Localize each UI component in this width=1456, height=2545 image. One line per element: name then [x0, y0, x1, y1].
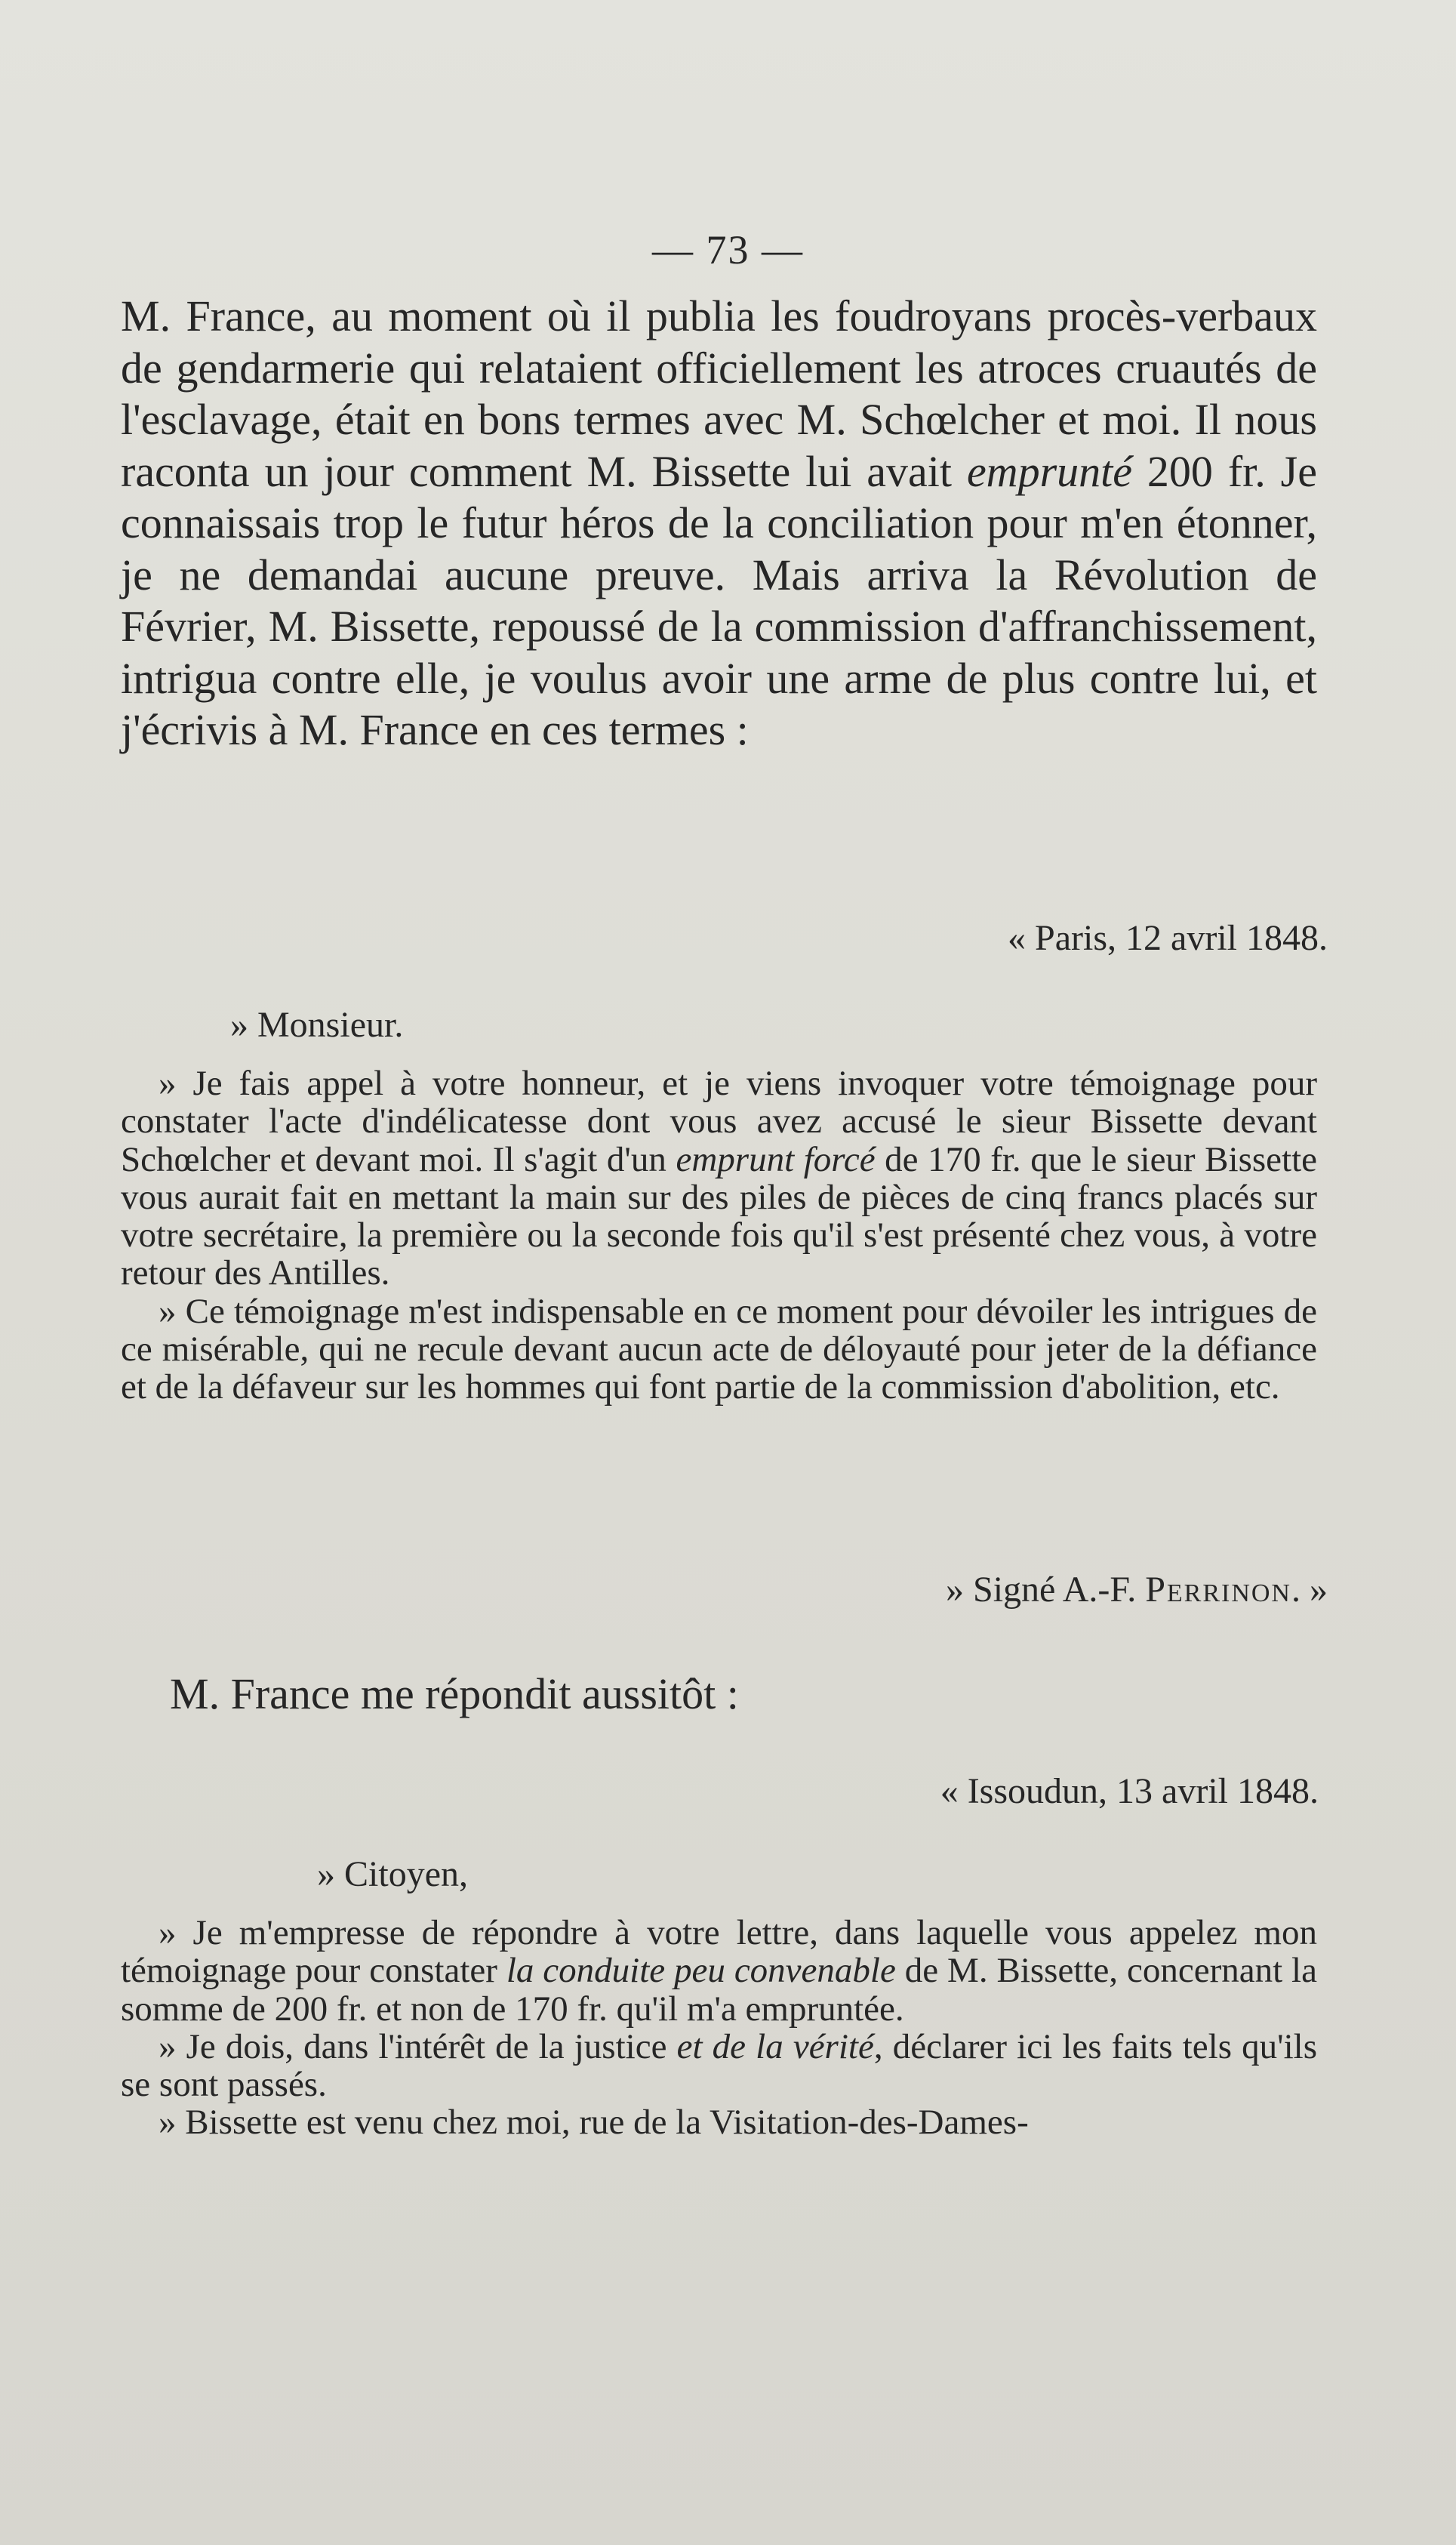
letter1-salutation: » Monsieur. — [230, 1005, 404, 1045]
emphasis-conduite: la conduite peu convenable — [506, 1951, 896, 1991]
letter2-salutation: » Citoyen, — [317, 1854, 468, 1894]
letter2-paragraph-3: » Bissette est venu chez moi, rue de la Visitation-des-Dames- — [159, 2103, 1029, 2143]
letter2-date: « Issoudun, 13 avril 1848. — [940, 1771, 1319, 1811]
intro-text: M. France, au moment où il publia les foudroyans procès-verbaux de gendarmerie qui relataient officiellement les atroces cruautés de l'esclavage, était en bons termes avec M. Schœlcher et moi. Il nous raconta un jour comment M. Bissette lui avait emprunté 200 fr. Je connaissais trop le futur héros de la conciliation pour m'en étonner, je ne demandai aucune preuve. Mais arriva la Révolution de Février, M. Bissette, repoussé de la commission d'affranchissement, intrigua contre elle, je voulus avoir une arme de plus contre lui, et j'écrivis à M. France en ces termes : — [121, 291, 1317, 754]
letter2-body — [121, 1914, 1317, 2142]
letter1-paragraph-2: » Ce témoignage m'est indispensable en ce moment pour dévoiler les intrigues de ce misérable, qui ne recule devant aucun acte de déloyauté pour jeter de la défiance et de la défaveur sur les hommes qui font partie de la commission d'abolition, etc. — [121, 1291, 1317, 1407]
letter1-body — [121, 1065, 1317, 1407]
emphasis-emprunte: emprunté — [966, 446, 1132, 496]
letter1-signature: » Signé A.-F. Perrinon. » — [946, 1570, 1328, 1610]
signature-name: Perrinon — [1145, 1570, 1291, 1610]
reply-intro: M. France me répondit aussitôt : — [170, 1669, 739, 1718]
letter2-paragraph-2: » Je dois, dans l'intérêt de la justice et de la vérité, déclarer ici les faits tels qu'ils se sont passés. — [121, 2026, 1317, 2105]
emphasis-verite: et de la vérité — [676, 2026, 874, 2066]
intro-paragraph — [121, 291, 1317, 756]
emphasis-emprunt-force: emprunt forcé — [676, 1139, 876, 1179]
letter2-paragraph-1: » Je m'empresse de répondre à votre lettre, dans laquelle vous appelez mon témoignage pour constater la conduite peu convenable de M. Bissette, concernant la somme de 200 fr. et non de 170 fr. qu'il m'a empruntée. — [121, 1913, 1317, 2029]
page-number: — 73 — — [652, 227, 804, 273]
letter1-paragraph-1: » Je fais appel à votre honneur, et je viens invoquer votre témoignage pour constater l'acte d'indélicatesse dont vous avez accusé le sieur Bissette devant Schœlcher et devant moi. Il s'agit d'un emprunt forcé de 170 fr. que le sieur Bissette vous aurait fait en mettant la main sur des piles de pièces de cinq francs placés sur votre secrétaire, la première ou la seconde fois qu'il s'est présenté chez vous, à votre retour des Antilles. — [121, 1064, 1317, 1293]
letter1-date: « Paris, 12 avril 1848. — [1008, 918, 1328, 958]
